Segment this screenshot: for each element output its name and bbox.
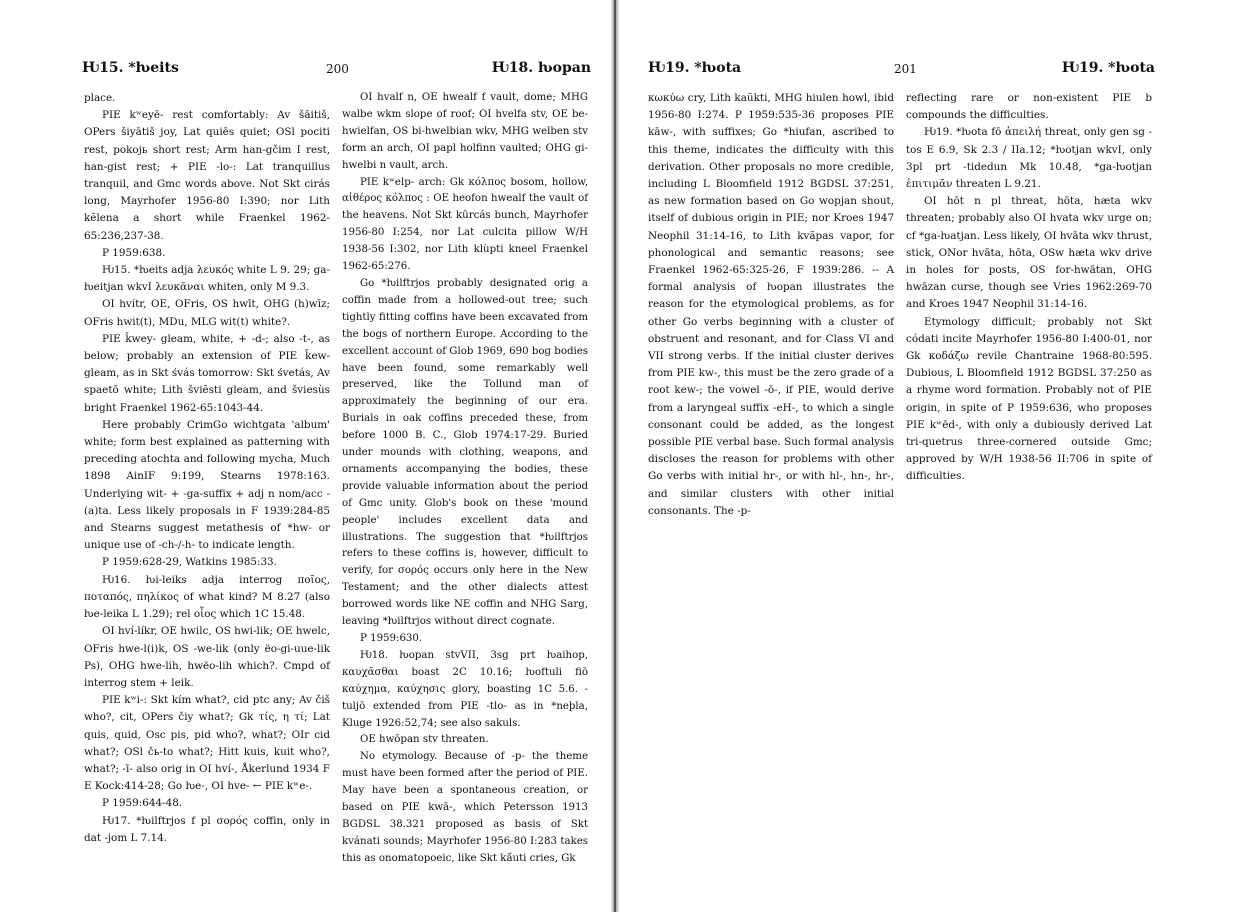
paragraph: PIE kʷeyē- rest comfortably: Av šāitiš, OPers šiyātiš joy, Lat quiēs quiet; OSl pociti rest, pokojь short rest; Arm han-gčim I rest, han-gist rest; + PIE -lo-: Lat tranquillus tranquil, and Gmc words above. Not Skt cirás long, Mayrhofer 1956-80 I:390; nor Lith kẽlena a short while Fraenkel 1962-65:236,237-38. [84,109,330,242]
text-column-2 [342,90,588,868]
running-head-left: Ƕ19. *ƕota [648,60,742,76]
page-number: 200 [326,62,349,76]
running-head-left: Ƕ15. *ƕeits [82,60,179,76]
citation: P 1959:644-48. [102,797,183,810]
paragraph: place. [84,92,116,104]
citation: P 1959:628-29, Watkins 1985:33. [102,556,277,569]
text-column-2 [906,90,1152,486]
citation: P 1959:630. [360,633,423,644]
paragraph: No etymology. Because of -p- the theme must have been formed after the period of PIE. May have been a spontaneous creation, or based on PIE kwā-, which Petersson 1913 BGDSL 38.321 proposed as basis of Skt kvánati sounds; Mayrhofer 1956-80 I:283 takes this as onomatopoeic, like Skt kā́uti cries, Gk [342,751,588,864]
paragraph: Here probably CrimGo wichtgata 'album' white; form best explained as patterning with preceding atochta and following mycha, Much 1898 AinIF 9:199, Stearns 1978:163. Underlying wit- + -ga-suffix + adj n nom/acc -(a)ta. Less likely proposals in F 1939:284-85 and Stearns suggest metathesis of *hw- or unique use of -ch-/-h- to indicate length. [84,418,330,552]
entry-heading: Ƕ16. ƕi-leiks adja interrog ποῖος, ποταπός, πηλίκος of what kind? M 8.27 (also ƕe-leika L 1.29); rel οἷος which 1C 15.48. [84,573,330,621]
paragraph: Etymology difficult; probably not Skt códati incite Mayrhofer 1956-80 I:400-01, nor Gk κοδάζω revile Chantraine 1968-80:595. Dubious, L Bloomfield 1912 BGDSL 37:250 as a rhyme word formation. Probably not of PIE origin, in spite of P 1959:636, who proposes PIE kʷēd-, with only a dubiously derived Lat tri-quetrus three-cornered outside Gmc; approved by W/H 1938-56 II:706 in spite of difficulties. [906,315,1152,483]
entry-heading: Ƕ18. ƕopan stvVII, 3sg prt ƕaihop, καυχᾶσθαι boast 2C 10.16; ƕoftuli fiō καύχημα, καύχησις glory, boasting 1C 5.6. -tuljō extended from PIE -tlo- as in *neþla, Kluge 1926:52,74; see also sakuls. [342,649,588,729]
entry-heading: Ƕ19. *ƕota fō ἀπειλή threat, only gen sg -tos E 6.9, Sk 2.3 / IIa.12; *ƕotjan wkvI, only 3pl prt -tidedun Mk 10.48, *ga-ƕotjan ἐπιτιμᾶν threaten L 9.21. [906,126,1152,191]
paragraph: PIE kʷelp- arch: Gk κόλπος bosom, hollow, αἰθέρος κόλπος : OE heofon hwealf the vault of the heavens. Not Skt kūrcás bunch, Mayrhofer 1956-80 I:254, nor Lat culcita pillow W/H 1938-56 I:302, nor Lith klùpti kneel Fraenkel 1962-65:276. [342,176,588,273]
paragraph: OI hví-líkr, OE hwilc, OS hwi-lik; OE hwelc, OFris hwe-l(i)k, OS -we-lik (only ëo-gi-uue-lik Ps), OHG hwe-lih, hwëo-lih which?. Cmpd of interrog stem + leik. [84,625,330,689]
left-page [0,0,610,912]
running-head-right: Ƕ18. ƕopan [491,60,591,76]
book-gutter [610,0,620,912]
paragraph: OI hvítr, OE, OFris, OS hwīt, OHG (h)wīz; OFris hwit(t), MDu, MLG wit(t) white?. [84,298,330,328]
paragraph: reflecting rare or non-existent PIE b compounds the difficulties. [906,92,1152,122]
text-column-1 [648,90,894,520]
paragraph: OI hōt n pl threat, hōta, hæta wkv threaten; probably also OI hvata wkv urge on; cf *ga-ƕatjan. Less likely, OI hvāta wkv thrust, stick, ONor hvāta, hōta, OSw hæta wkv drive in holes for posts, OS for-hwātan, OHG hwāzan curse, though see Vries 1962:269-70 and Kroes 1947 Neophil 31:14-16. [906,195,1152,311]
paragraph: Go *ƕilftrjos probably designated orig a coffin made from a hollowed-out tree; such tightly fitting coffins have been excavated from the bogs of northern Europe. According to the excellent account of Glob 1969, 690 bog bodies have been found, some remarkably well preserved, like the Tollund man of approximately the beginning of our era. Burials in oak coffins preceded these, from before 1000 B. C., Glob 1974:17-29. Buried under mounds with clothing, weapons, and ornaments accompanying the bodies, these provide valuable information about the period of Gmc unity. Glob's book on these 'mound people' includes excellent data and illustrations. The suggestion that *ƕilftrjos refers to these coffins is, however, difficult to verify, for σορός occurs only here in the New Testament; and the other dialects attest borrowed words like NE coffin and NHG Sarg, leaving *ƕilftrjos without direct cognate. [342,277,588,628]
paragraph: OI hvalf n, OE hwealf f vault, dome; MHG walbe wkm slope of roof; OI hvelfa stv, OE be-hwielfan, OS bi-hwelbian wkv, MHG welben stv form an arch, OI papl holfinn vaulted; OHG gi-hwelbi n vault, arch. [342,92,588,171]
paragraph: PIE kʷi-: Skt kím what?, cid ptc any; Av čiš who?, cit, OPers čiy what?; Gk τίς, η τί; Lat quis, quid, Osc pis, pid who?, what?; OIr cid what?; OSl čь-to what?; Hitt kuis, kuit who?, what?; -ī- also orig in OI hví-, Åkerlund 1934 F E Kock:414-28; Go ƕe-, OI hve- ← PIE kʷe-. [84,694,330,793]
citation: P 1959:638. [102,246,166,259]
running-head-right: Ƕ19. *ƕota [1061,60,1155,76]
paragraph: PIE ǩwey- gleam, white, + -d-; also -t-, as below; probably an extension of PIE ǩew- gleam, as in Skt śvás tomorrow: Skt śvetás, Av spaetō white; Lith šviẽsti gleam, and šviesùs bright Fraenkel 1962-65:1043-44. [84,332,330,414]
right-page [620,0,1246,912]
entry-heading: Ƕ15. *ƕeits adja λευκός white L 9. 29; ga-ƕeitjan wkvI λευκᾶναι whiten, only M 9.3. [84,264,330,294]
paragraph: κωκύω cry, Lith kaũkti, MHG hiulen howl, ibid 1956-80 I:274. P 1959:535-36 proposes PIE kāw-, with suffixes; Go *hiufan, ascribed to this theme, indicates the difficulty with this derivation. Other proposals no more credible, including L Bloomfield 1912 BGDSL 37:251, as new formation based on Go wopjan shout, itself of dubious origin in PIE; nor Kroes 1947 Neophil 31:14-16, to Lith kvãpas vapor, for phonological and semantic reasons; see Fraenkel 1962-65:325-26, F 1939:286. -- A formal analysis of ƕopan illustrates the reason for the etymological problems, as for other Go verbs beginning with a cluster of obstruent and resonant, and for Class VI and VII strong verbs. If the initial cluster derives from PIE kw-, this must be the zero grade of a root kew-; the vowel -ō-, if PIE, would derive from a laryngeal suffix -eH-, to which a single consonant could be added, as the longest possible PIE verbal base. Such formal analysis discloses the reason for problems with other Go verbs with initial hr-, or with hl-, hn-, hr-, and similar clusters with other initial consonants. The -p- [648,92,894,517]
entry-heading: Ƕ17. *ƕilftrjos f pl σορός coffin, only in dat -jom L 7.14. [84,814,330,844]
text-column-1 [84,90,330,847]
page-number: 201 [894,62,917,76]
paragraph: OE hwōpan stv threaten. [360,734,489,746]
